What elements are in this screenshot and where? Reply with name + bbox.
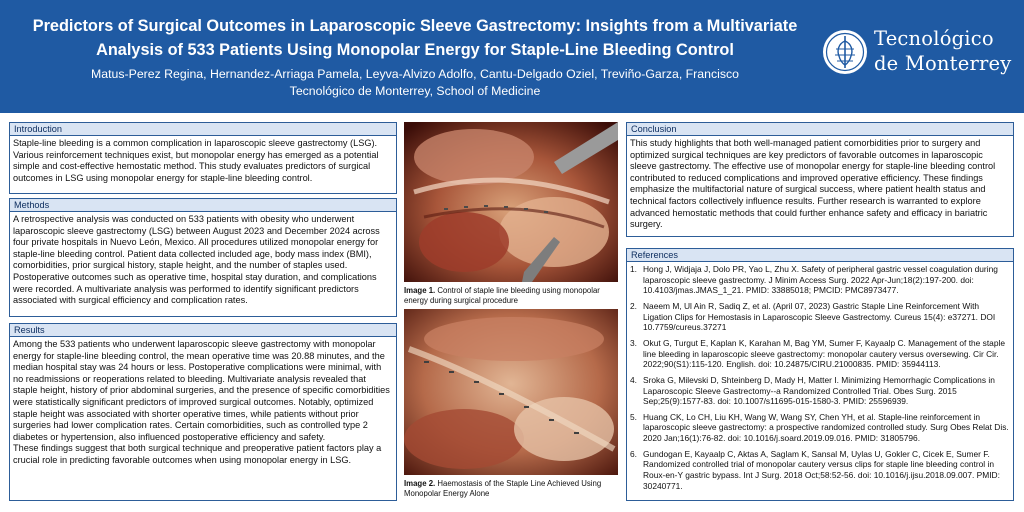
reference-text: Sroka G, Milevski D, Shteinberg D, Mady H, Matter I. Minimizing Hemorrhagic Complications in Laparoscopic Sleeve Gastrectomy--a Randomized Controlled Trial. Obes Surg. 2015 Sep;25(9):1577-83. doi: 10.1007/s11695-015-1580-3. PMID: 25596939. [643,374,995,407]
surgical-photo-2 [404,309,618,475]
title-line-1: Predictors of Surgical Outcomes in Laparoscopic Sleeve Gastrectomy: Insights from a Multivariate [32,17,798,35]
results-text [10,337,396,467]
figure-2-caption-text: Haemostasis of the Staple Line Achieved Using Monopolar Energy Alone [404,479,602,498]
reference-text: Naeem M, Ul Ain R, Sadiq Z, et al. (April 07, 2023) Gastric Staple Line Reinforcement With Ligation Clips for Hemostasis in Laparoscopic Sleeve Gastrectomy. Cureus 15(4): e37271. DOI 10.7759/cureus.37271 [643,300,996,333]
institution-logo [822,26,1012,82]
results-paragraph-1: Among the 533 patients who underwent laparoscopic sleeve gastrectomy with monopolar energy for staple-line bleeding control, the mean operative time was 20.88 minutes, and the median hospital stay was 24 hours or less. Postoperative complications were minimal, with no readmissions or reoperations related to bleeding. Multivariate analysis revealed that staple height, history of prior abdominal surgeries, and the presence of specific comorbidities were statistically significant predictors of improved surgical outcomes. Notably, optimized staple height was associated with shorter operative times, while patients without prior surgeries had lower complication rates. Certain comorbidities, such as controlled type 2 diabetes or hypertension, also influenced postoperative efficiency and safety. [13,339,390,442]
logo-line-2: de Monterrey [874,52,1012,75]
conclusion-section [626,122,1014,237]
title-line-2: Analysis of 533 Patients Using Monopolar Energy for Staple-Line Bleeding Control [96,41,734,59]
introduction-heading: Introduction [10,123,396,136]
introduction-text [10,136,396,184]
methods-section [9,198,397,317]
logo-line-1: Tecnológico [874,27,994,50]
reference-number: 6. [630,448,637,459]
conclusion-paragraph: This study highlights that both well-managed patient comorbidities prior to surgery and optimized surgical techniques are key predictors of favorable outcomes in laparoscopic sleeve gastrectomy. The effective use of monopolar energy for staple-line bleeding control contributed to reduced complications and improved operative efficiency. These findings emphasize the multifactorial nature of surgical success, where patient health status and technical factors collectively influence results. Further research is warranted to explore advanced hemostatic methods that could further enhance safety and efficacy in bariatric surgery. [630,138,996,230]
reference-text: Gundogan E, Kayaalp C, Aktas A, Saglam K, Sansal M, Uylas U, Gokler C, Cicek E, Sumer F. Randomized controlled trial of monopolar cautery versus clips for staple line bleeding control in Roux-en-Y gastric bypass. Int J Surg. 2018 Oct;58:52-56. doi: 10.1016/j.ijsu.2018.09.007. PMID: 30240771. [643,448,1000,491]
methods-heading: Methods [10,199,396,212]
reference-item [630,412,1009,444]
figure-1-label: Image 1. [404,286,436,295]
reference-text: Huang CK, Lo CH, Liu KH, Wang W, Wang SY, Chen YH, et al. Staple-line reinforcement in laparoscopic sleeve gastrectomy: a prospective randomized controlled study. Surg Obes Relat Dis. 2020 Jan;16(1):76-82. doi: 10.1016/j.soard.2019.09.016. PMID: 31805796. [643,411,1009,444]
figure-1 [404,122,618,306]
figure-2-caption [404,479,618,499]
conclusion-heading: Conclusion [627,123,1013,136]
reference-number: 3. [630,337,637,348]
methods-paragraph: A retrospective analysis was conducted on 533 patients with obesity who underwent laparoscopic sleeve gastrectomy (LSG) between August 2023 and December 2024 across four private hospitals in Nuevo León, Mexico. All procedures utilized monopolar energy for staple-line bleeding control. Patient data collected included age, body mass index (BMI), comorbidities, prior surgical history, staple height, and the number of staples used. Postoperative outcomes such as operative time, hospital stay duration, and complications were recorded. A multivariate analysis was performed to identify significant predictors associated with surgical efficiency and complication rates. [13,214,380,306]
poster-title [20,14,810,62]
figure-1-caption [404,286,618,306]
reference-list [627,262,1013,491]
reference-text: Okut G, Turgut E, Kaplan K, Karahan M, Bag YM, Sumer F, Kayaalp C. Management of the staple line bleeding in laparoscopic sleeve gastrectomy: monopolar cautery versus oversewing. Cir Cir. 2022;90(S1):115-120. English. doi: 10.24875/CIRU.21000835. PMID: 35944113. [643,337,1006,370]
surgical-photo-1 [404,122,618,282]
results-heading: Results [10,324,396,337]
introduction-section [9,122,397,194]
affiliation: Tecnológico de Monterrey, School of Medicine [289,84,541,98]
reference-number: 2. [630,300,637,311]
seal-icon [822,29,868,75]
author-list: Matus-Perez Regina, Hernandez-Arriaga Pamela, Leyva-Alvizo Adolfo, Cantu-Delgado Oziel, Treviño-Garza, Francisco [91,67,739,81]
figure-2 [404,309,618,499]
reference-item [630,338,1009,370]
results-section [9,323,397,501]
references-section [626,248,1014,501]
reference-text: Hong J, Widjaja J, Dolo PR, Yao L, Zhu X. Safety of peripheral gastric vessel coagulation during laparoscopic sleeve gastrectomy. J Minim Access Surg. 2022 Apr-Jun;18(2):197-200. doi: 10.4103/jmas.JMAS_1_21. PMID: 33885018; PMCID: PMC8973477. [643,264,998,296]
reference-number: 5. [630,411,637,422]
conclusion-text [627,136,1013,231]
reference-item [630,264,1009,296]
reference-number: 4. [630,374,637,385]
introduction-paragraph: Staple-line bleeding is a common complication in laparoscopic sleeve gastrectomy (LSG). Various reinforcement techniques exist, but monopolar energy has emerged as a potential simple and cost-effective hemostatic method. This study evaluates predictors of surgical outcomes in LSG using monopolar energy for staple-line bleeding control. [13,138,379,183]
methods-text [10,212,396,307]
reference-number: 1. [630,264,637,274]
reference-item [630,375,1009,407]
figure-2-label: Image 2. [404,479,436,488]
results-paragraph-2: These findings suggest that both surgical technique and preoperative patient factors play a crucial role in predicting favorable outcomes when using monopolar energy in LSG. [13,443,382,465]
figure-1-caption-text: Control of staple line bleeding using monopolar energy during surgical procedure [404,286,600,305]
poster-header [0,0,1024,113]
reference-item [630,301,1009,333]
reference-item [630,449,1009,491]
logo-wordmark [874,26,1011,76]
references-heading: References [627,249,1013,262]
